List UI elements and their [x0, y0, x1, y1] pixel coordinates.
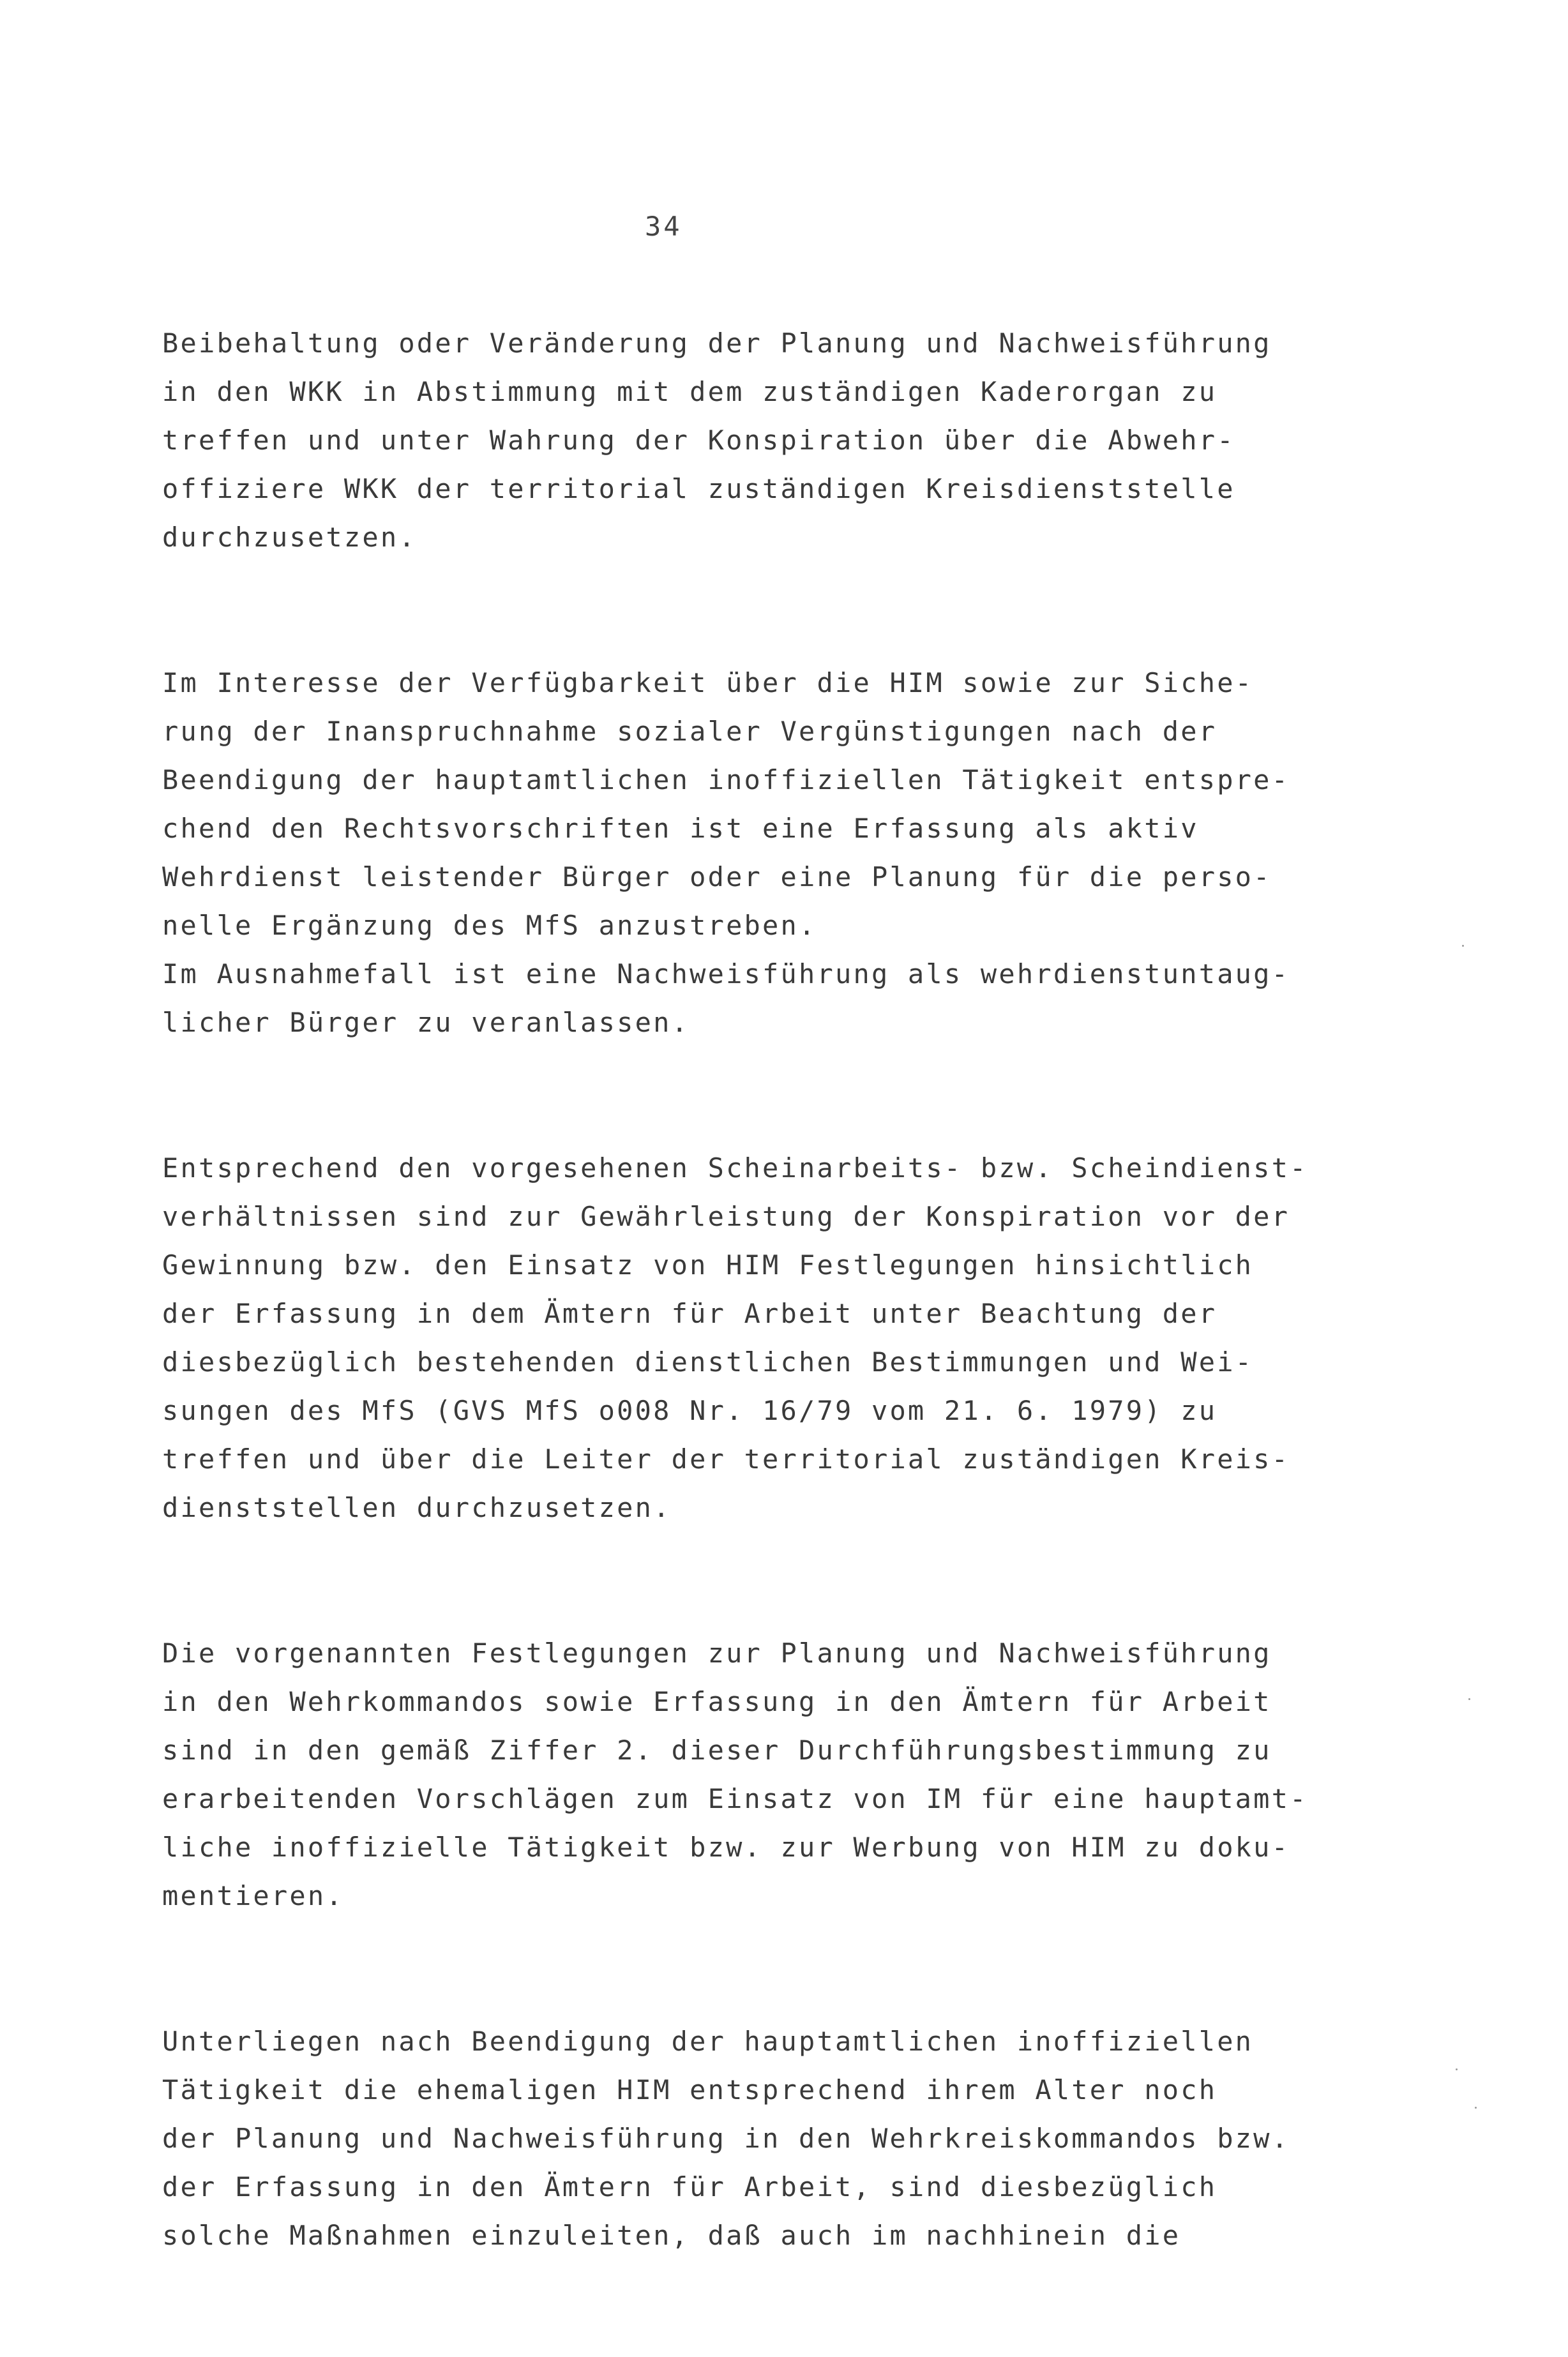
text-line: offiziere WKK der territorial zuständigen Kreisdienststelle	[162, 473, 1235, 504]
page-number: 34	[645, 211, 682, 242]
text-line: diesbezüglich bestehenden dienstlichen Bestimmungen und Wei-	[162, 1346, 1254, 1378]
text-line: treffen und unter Wahrung der Konspiration über die Abwehr-	[162, 425, 1235, 456]
text-line: sungen des MfS (GVS MfS o008 Nr. 16/79 vom 21. 6. 1979) zu	[162, 1395, 1217, 1426]
text-line: sind in den gemäß Ziffer 2. dieser Durchführungsbestimmung zu	[162, 1735, 1272, 1766]
scan-speck	[1462, 945, 1464, 947]
scan-speck	[1475, 2107, 1477, 2109]
text-line: der Erfassung in dem Ämtern für Arbeit unter Beachtung der	[162, 1298, 1217, 1329]
text-line: der Planung und Nachweisführung in den Wehrkreiskommandos bzw.	[162, 2123, 1290, 2154]
text-line: Die vorgenannten Festlegungen zur Planung und Nachweisführung	[162, 1638, 1272, 1669]
text-line: erarbeitenden Vorschlägen zum Einsatz von IM für eine hauptamt-	[162, 1783, 1308, 1814]
paragraph-1	[162, 319, 1439, 562]
text-line: licher Bürger zu veranlassen.	[162, 1007, 690, 1038]
text-line: Im Ausnahmefall ist eine Nachweisführung als wehrdienstuntaug-	[162, 958, 1290, 990]
text-line: Beibehaltung oder Veränderung der Planung und Nachweisführung	[162, 328, 1272, 359]
text-line: in den WKK in Abstimmung mit dem zuständigen Kaderorgan zu	[162, 376, 1217, 407]
text-line: Unterliegen nach Beendigung der hauptamtlichen inoffiziellen	[162, 2026, 1254, 2057]
paragraph-2	[162, 659, 1439, 1047]
text-line: mentieren.	[162, 1880, 344, 1911]
text-line: dienststellen durchzusetzen.	[162, 1492, 672, 1523]
text-line: Gewinnung bzw. den Einsatz von HIM Festlegungen hinsichtlich	[162, 1249, 1254, 1281]
text-line: solche Maßnahmen einzuleiten, daß auch im nachhinein die	[162, 2220, 1181, 2251]
body-text	[162, 319, 1439, 2357]
text-line: der Erfassung in den Ämtern für Arbeit, sind diesbezüglich	[162, 2171, 1217, 2203]
text-line: chend den Rechtsvorschriften ist eine Erfassung als aktiv	[162, 813, 1199, 844]
text-line: Beendigung der hauptamtlichen inoffiziellen Tätigkeit entspre-	[162, 764, 1290, 795]
scan-speck	[1468, 1698, 1470, 1700]
text-line: Tätigkeit die ehemaligen HIM entsprechend ihrem Alter noch	[162, 2074, 1217, 2105]
text-line: treffen und über die Leiter der territorial zuständigen Kreis-	[162, 1443, 1290, 1475]
text-line: nelle Ergänzung des MfS anzustreben.	[162, 910, 817, 941]
text-line: Wehrdienst leistender Bürger oder eine Planung für die perso-	[162, 861, 1272, 892]
text-line: liche inoffizielle Tätigkeit bzw. zur Werbung von HIM zu doku-	[162, 1832, 1290, 1863]
text-line: in den Wehrkommandos sowie Erfassung in den Ämtern für Arbeit	[162, 1686, 1272, 1717]
text-line: verhältnissen sind zur Gewährleistung der Konspiration vor der	[162, 1201, 1290, 1232]
text-line: Im Interesse der Verfügbarkeit über die HIM sowie zur Siche-	[162, 667, 1254, 698]
text-line: Entsprechend den vorgesehenen Scheinarbeits- bzw. Scheindienst-	[162, 1152, 1308, 1184]
paragraph-3	[162, 1144, 1439, 1532]
paragraph-5	[162, 2017, 1439, 2260]
text-line: durchzusetzen.	[162, 522, 417, 553]
scan-speck	[1456, 2068, 1458, 2070]
paragraph-4	[162, 1629, 1439, 1920]
text-line: rung der Inanspruchnahme sozialer Vergünstigungen nach der	[162, 716, 1217, 747]
